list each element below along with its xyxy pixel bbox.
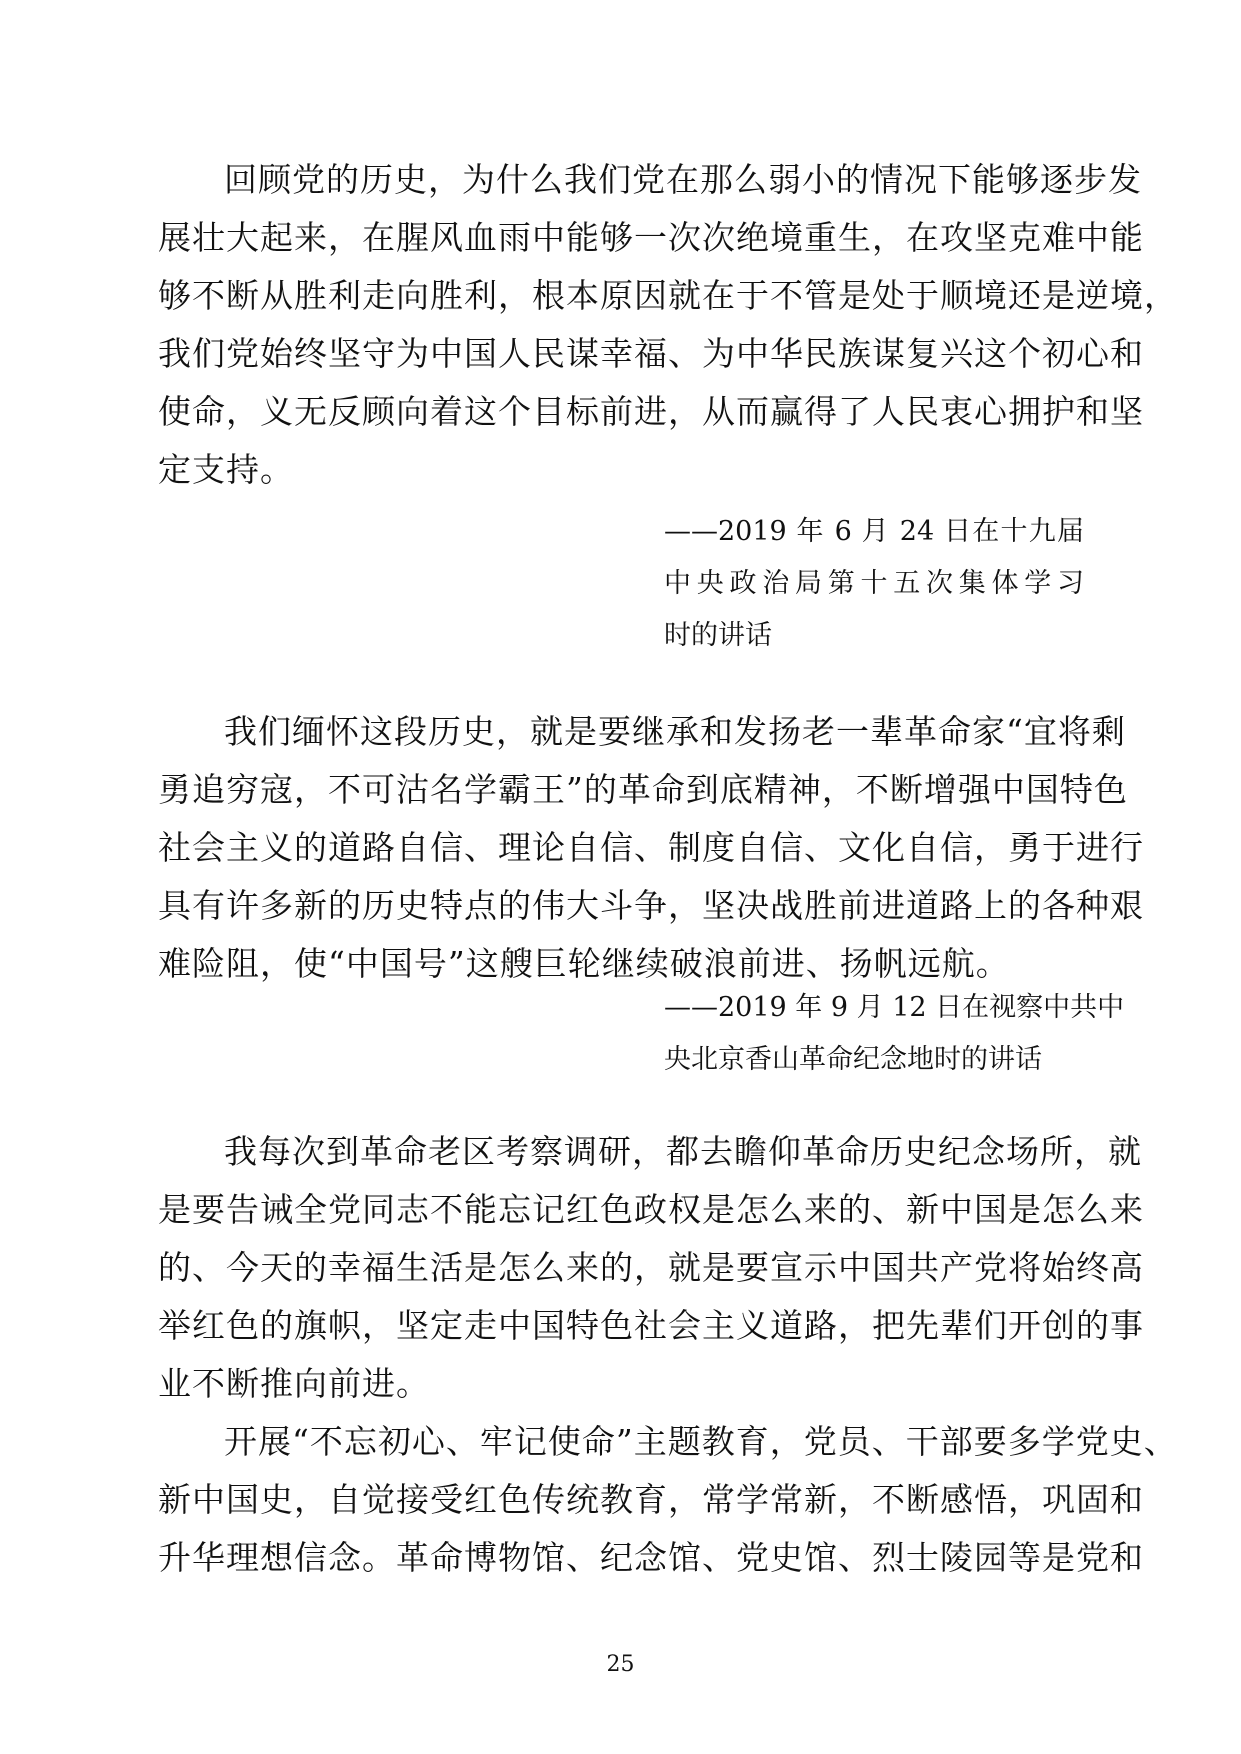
paragraph-1: [158, 151, 1178, 499]
paragraph-line: 够不断从胜利走向胜利，根本原因就在于不管是处于顺境还是逆境，: [158, 276, 1178, 315]
citation-line: ——2019 年 6 月 24 日在十九届: [664, 516, 1084, 547]
paragraph-line: 勇追穷寇，不可沽名学霸王”的革命到底精神，不断增强中国特色: [158, 770, 1128, 809]
paragraph-line: 使命，义无反顾向着这个目标前进，从而赢得了人民衷心拥护和坚: [158, 392, 1144, 431]
paragraph-2: [158, 703, 1144, 993]
paragraph-4: [158, 1413, 1178, 1587]
paragraph-line: 社会主义的道路自信、理论自信、制度自信、文化自信，勇于进行: [158, 828, 1144, 867]
paragraph-line: 是要告诫全党同志不能忘记红色政权是怎么来的、新中国是怎么来: [158, 1190, 1144, 1229]
source-citation-1: [664, 506, 1084, 662]
paragraph-line: 开展“不忘初心、牢记使命”主题教育，党员、干部要多学党史、: [224, 1422, 1178, 1461]
citation-line: 中央政治局第十五次集体学习: [664, 568, 1084, 599]
paragraph-line: 展壮大起来，在腥风血雨中能够一次次绝境重生，在攻坚克难中能: [158, 218, 1144, 257]
citation-line: 时的讲话: [664, 620, 772, 651]
paragraph-line: 难险阻，使“中国号”这艘巨轮继续破浪前进、扬帆远航。: [158, 944, 1010, 983]
source-citation-2: [664, 982, 1125, 1086]
paragraph-line: 的、今天的幸福生活是怎么来的，就是要宣示中国共产党将始终高: [158, 1248, 1144, 1287]
paragraph-line: 我每次到革命老区考察调研，都去瞻仰革命历史纪念场所，就: [224, 1132, 1142, 1171]
paragraph-3: [158, 1123, 1144, 1413]
page-number: 25: [606, 1652, 635, 1677]
paragraph-line: 我们缅怀这段历史，就是要继承和发扬老一辈革命家“宜将剩: [224, 712, 1126, 751]
paragraph-line: 我们党始终坚守为中国人民谋幸福、为中华民族谋复兴这个初心和: [158, 334, 1144, 373]
paragraph-line: 业不断推向前进。: [158, 1364, 430, 1403]
paragraph-line: 回顾党的历史，为什么我们党在那么弱小的情况下能够逐步发: [224, 160, 1142, 199]
citation-line: ——2019 年 9 月 12 日在视察中共中: [664, 992, 1125, 1023]
paragraph-line: 升华理想信念。革命博物馆、纪念馆、党史馆、烈士陵园等是党和: [158, 1538, 1144, 1577]
paragraph-line: 举红色的旗帜，坚定走中国特色社会主义道路，把先辈们开创的事: [158, 1306, 1144, 1345]
paragraph-line: 具有许多新的历史特点的伟大斗争，坚决战胜前进道路上的各种艰: [158, 886, 1144, 925]
citation-line: 央北京香山革命纪念地时的讲话: [664, 1044, 1042, 1075]
paragraph-line: 新中国史，自觉接受红色传统教育，常学常新，不断感悟，巩固和: [158, 1480, 1144, 1519]
paragraph-line: 定支持。: [158, 450, 294, 489]
